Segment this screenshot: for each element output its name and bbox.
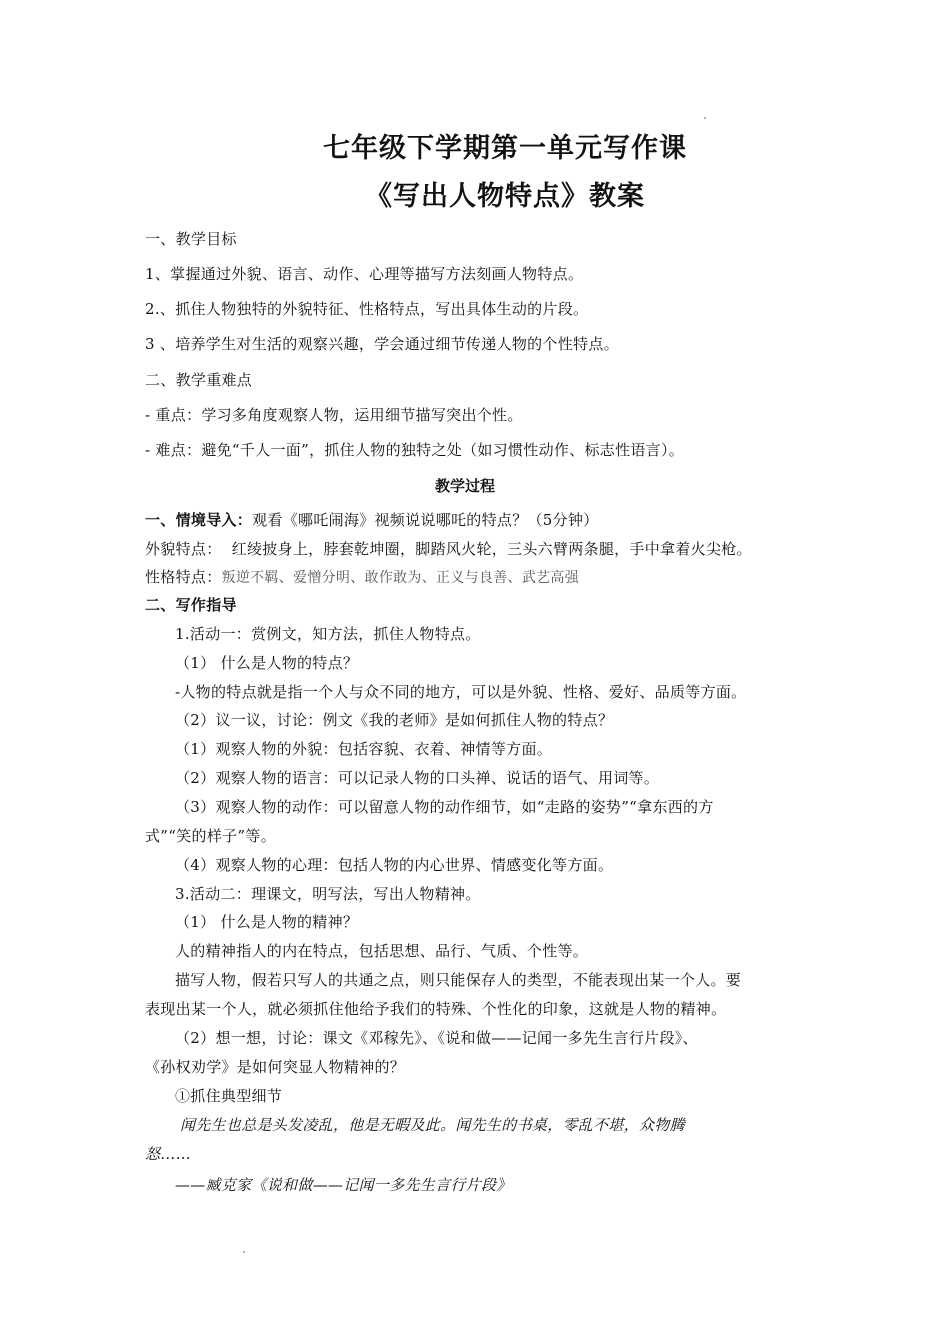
section-heading-keypoints: 二、教学重难点	[145, 371, 253, 389]
activity-1: 1.活动一：赏例文，知方法，抓住人物特点。	[175, 625, 481, 643]
method-4: （4）观察人物的心理：包括人物的内心世界、情感变化等方面。	[175, 856, 614, 874]
section-heading-goals: 一、教学目标	[145, 230, 237, 248]
detail-heading: ①抓住典型细节	[175, 1087, 283, 1105]
activity-2: 3.活动二：理课文，明写法，写出人物精神。	[175, 885, 481, 903]
quote-line-1: 闻先生也总是头发凌乱，他是无暇及此。闻先生的书桌，零乱不堪，众物腾	[180, 1116, 685, 1134]
difficult-point: - 难点：避免“千人一面”，抓住人物的独特之处（如习惯性动作、标志性语言）。	[145, 441, 685, 459]
method-3-line-1: （3）观察人物的动作：可以留意人物的动作细节，如“走路的姿势”“拿东西的方	[175, 798, 714, 816]
method-3-line-2: 式”“笑的样子”等。	[145, 827, 277, 845]
personality-text: 叛逆不羁、爱憎分明、敢作敢为、正义与良善、武艺高强	[221, 570, 580, 586]
question-2: （2）议一议，讨论：例文《我的老师》是如何抓住人物的特点？	[175, 711, 614, 729]
goal-item-1: 1、掌握通过外貌、语言、动作、心理等描写方法刻画人物特点。	[145, 265, 584, 283]
paragraph-1-line-2: 表现出某一个人，就必须抓住他给予我们的特殊、个性化的印象，这就是人物的精神。	[145, 1000, 727, 1018]
method-1: （1）观察人物的外貌：包括容貌、衣着、神情等方面。	[175, 740, 553, 758]
process-heading: 教学过程	[434, 477, 495, 495]
goal-item-3: 3 、培养学生对生活的观察兴趣，学会通过细节传递人物的个性特点。	[145, 335, 619, 353]
intro-paragraph	[145, 510, 599, 530]
question-4-line-2: 《孙权劝学》是如何突显人物精神的？	[145, 1058, 406, 1076]
appearance-text: 红绫披身上，脖套乾坤圈，脚踏风火轮，三头六臂两条腿，手中拿着火尖枪。	[221, 540, 752, 558]
quote-line-2: 怒……	[145, 1145, 191, 1163]
document-subtitle: 《写出人物特点》教案	[365, 181, 645, 212]
personality-paragraph	[145, 567, 579, 588]
intro-text: 观看《哪吒闹海》视频说说哪吒的特点？（5分钟）	[252, 511, 599, 529]
personality-label: 性格特点：	[145, 568, 222, 586]
guide-heading: 二、写作指导	[145, 596, 237, 614]
document-title: 七年级下学期第一单元写作课	[323, 133, 687, 164]
question-1: （1） 什么是人物的特点？	[175, 654, 359, 672]
appearance-paragraph	[145, 539, 752, 559]
answer-1: -人物的特点就是指一个人与众不同的地方，可以是外貌、性格、爱好、品质等方面。	[175, 683, 747, 701]
method-2: （2）观察人物的语言：可以记录人物的口头禅、说话的语气、用词等。	[175, 769, 660, 787]
quote-source: ——臧克家《说和做——记闻一多先生言行片段》	[175, 1176, 512, 1194]
goal-item-2: 2.、抓住人物独特的外貌特征、性格特点，写出具体生动的片段。	[145, 300, 589, 318]
intro-label: 一、情境导入：	[145, 511, 253, 529]
scan-speck	[704, 117, 706, 119]
appearance-label: 外貌特点：	[145, 540, 222, 558]
answer-3: 人的精神指人的内在特点，包括思想、品行、气质、个性等。	[175, 942, 589, 960]
scan-speck	[243, 1251, 245, 1253]
question-4-line-1: （2）想一想，讨论：课文《邓稼先》、《说和做——记闻一多先生言行片段》、	[175, 1029, 698, 1047]
key-point: - 重点：学习多角度观察人物，运用细节描写突出个性。	[145, 406, 523, 424]
question-3: （1） 什么是人物的精神？	[175, 913, 359, 931]
paragraph-1-line-1: 描写人物，假若只写人的共通之点，则只能保存人的类型，不能表现出某一个人。要	[175, 971, 742, 989]
